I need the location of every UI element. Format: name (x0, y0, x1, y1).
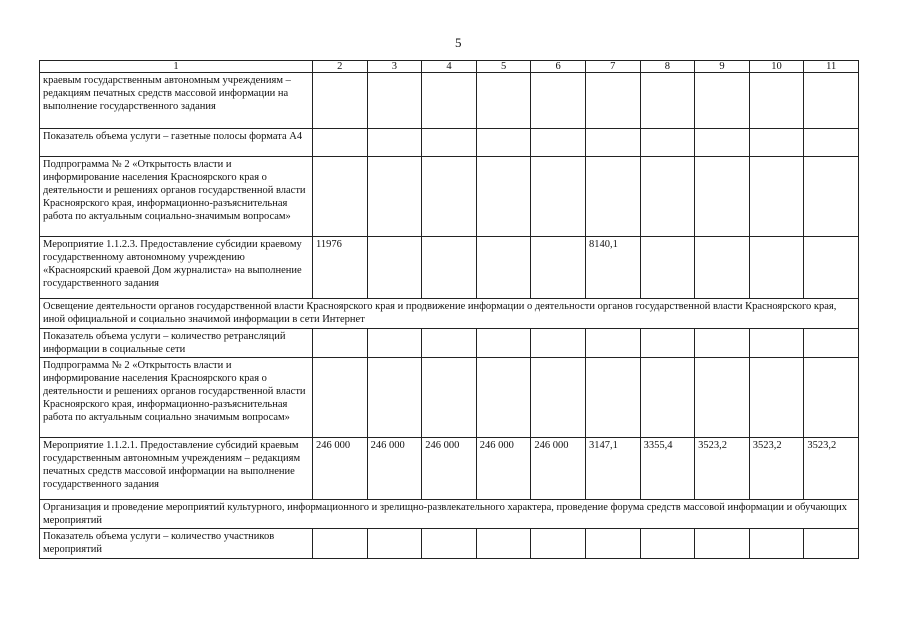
row-label: Подпрограмма № 2 «Открытость власти и информирование населения Красноярского края о деятельности и решениях органов государственной власти Красноярского края, информационно-разъяснительная работа по актуальным социально значимым вопросам» (40, 358, 313, 438)
row-label: Мероприятие 1.1.2.3. Предоставление субсидии краевому государственному автономному учреждению «Красноярский краевой Дом журналиста» на выполнение государственного задания (40, 237, 313, 299)
column-header: 6 (531, 61, 586, 73)
column-header: 8 (640, 61, 695, 73)
value-cell (367, 529, 422, 559)
value-cell (749, 157, 804, 237)
table-row (40, 529, 859, 559)
column-header: 1 (40, 61, 313, 73)
value-cell (531, 329, 586, 358)
value-cell (422, 73, 477, 129)
column-header: 11 (804, 61, 859, 73)
value-cell (695, 358, 750, 438)
table-header-row (40, 61, 859, 73)
value-cell: 3523,2 (749, 438, 804, 500)
column-header: 7 (585, 61, 640, 73)
value-cell (640, 73, 695, 129)
value-cell (476, 329, 531, 358)
value-cell (749, 237, 804, 299)
value-cell (640, 157, 695, 237)
column-header: 9 (695, 61, 750, 73)
value-cell (804, 358, 859, 438)
table-row (40, 438, 859, 500)
value-cell (749, 329, 804, 358)
row-label: Показатель объема услуги – количество участников мероприятий (40, 529, 313, 559)
value-cell (367, 237, 422, 299)
value-cell (422, 157, 477, 237)
value-cell (695, 237, 750, 299)
value-cell: 3355,4 (640, 438, 695, 500)
column-header: 5 (476, 61, 531, 73)
value-cell (476, 73, 531, 129)
table-row (40, 157, 859, 237)
value-cell (640, 358, 695, 438)
value-cell (422, 358, 477, 438)
value-cell (531, 237, 586, 299)
value-cell (585, 358, 640, 438)
value-cell (640, 529, 695, 559)
value-cell (313, 157, 368, 237)
value-cell (476, 129, 531, 157)
value-cell (585, 329, 640, 358)
value-cell: 246 000 (531, 438, 586, 500)
value-cell (804, 129, 859, 157)
row-label: Подпрограмма № 2 «Открытость власти и информирование населения Красноярского края о деятельности и решениях органов государственной власти Красноярского края, информационно-разъяснительная работа по актуальным социально-значимым вопросам» (40, 157, 313, 237)
row-label: краевым государственным автономным учреждениям – редакциям печатных средств массовой информации на выполнение государственного задания (40, 73, 313, 129)
value-cell (422, 529, 477, 559)
value-cell (640, 129, 695, 157)
section-heading: Освещение деятельности органов государственной власти Красноярского края и продвижение информации о деятельности органов государственной власти Красноярского края, иной официальной и социально значимой информации в сети Интернет (40, 299, 859, 329)
row-label: Мероприятие 1.1.2.1. Предоставление субсидий краевым государственным автономным учреждениям – редакциям печатных средств массовой информации на выполнение государственного задания (40, 438, 313, 500)
value-cell (367, 329, 422, 358)
section-heading: Организация и проведение мероприятий культурного, информационного и зрелищно-развлекательного характера, проведение форума средств массовой информации и обучающих мероприятий (40, 500, 859, 529)
document-table (39, 60, 859, 559)
value-cell (640, 329, 695, 358)
value-cell: 3523,2 (804, 438, 859, 500)
column-header: 3 (367, 61, 422, 73)
value-cell (695, 157, 750, 237)
value-cell (367, 358, 422, 438)
value-cell: 246 000 (422, 438, 477, 500)
value-cell (313, 529, 368, 559)
value-cell (531, 73, 586, 129)
value-cell (749, 529, 804, 559)
section-row (40, 299, 859, 329)
page-number: 5 (455, 35, 462, 50)
value-cell (313, 329, 368, 358)
value-cell (367, 157, 422, 237)
row-label: Показатель объема услуги – газетные полосы формата А4 (40, 129, 313, 157)
value-cell (749, 73, 804, 129)
value-cell (476, 157, 531, 237)
value-cell (585, 73, 640, 129)
value-cell: 3523,2 (695, 438, 750, 500)
value-cell (804, 73, 859, 129)
value-cell (585, 129, 640, 157)
value-cell (367, 73, 422, 129)
value-cell (804, 329, 859, 358)
value-cell (585, 157, 640, 237)
value-cell (804, 157, 859, 237)
value-cell (531, 358, 586, 438)
column-header: 2 (313, 61, 368, 73)
section-row (40, 500, 859, 529)
value-cell (695, 329, 750, 358)
column-header: 4 (422, 61, 477, 73)
value-cell (531, 157, 586, 237)
table-row (40, 73, 859, 129)
table-row (40, 129, 859, 157)
value-cell (695, 73, 750, 129)
value-cell (804, 529, 859, 559)
value-cell (531, 129, 586, 157)
value-cell (313, 73, 368, 129)
value-cell: 3147,1 (585, 438, 640, 500)
value-cell (476, 529, 531, 559)
value-cell: 246 000 (367, 438, 422, 500)
value-cell (313, 358, 368, 438)
row-label: Показатель объема услуги – количество ретрансляций информации в социальные сети (40, 329, 313, 358)
value-cell: 8140,1 (585, 237, 640, 299)
table-body (40, 61, 859, 559)
value-cell (367, 129, 422, 157)
value-cell (422, 329, 477, 358)
value-cell (749, 129, 804, 157)
value-cell: 246 000 (476, 438, 531, 500)
value-cell (476, 237, 531, 299)
value-cell (531, 529, 586, 559)
value-cell (695, 129, 750, 157)
table-row (40, 237, 859, 299)
table-row (40, 358, 859, 438)
value-cell (422, 237, 477, 299)
value-cell (804, 237, 859, 299)
table-row (40, 329, 859, 358)
value-cell (476, 358, 531, 438)
value-cell: 11976 (313, 237, 368, 299)
value-cell (640, 237, 695, 299)
column-header: 10 (749, 61, 804, 73)
value-cell (695, 529, 750, 559)
value-cell: 246 000 (313, 438, 368, 500)
value-cell (749, 358, 804, 438)
value-cell (422, 129, 477, 157)
value-cell (585, 529, 640, 559)
value-cell (313, 129, 368, 157)
